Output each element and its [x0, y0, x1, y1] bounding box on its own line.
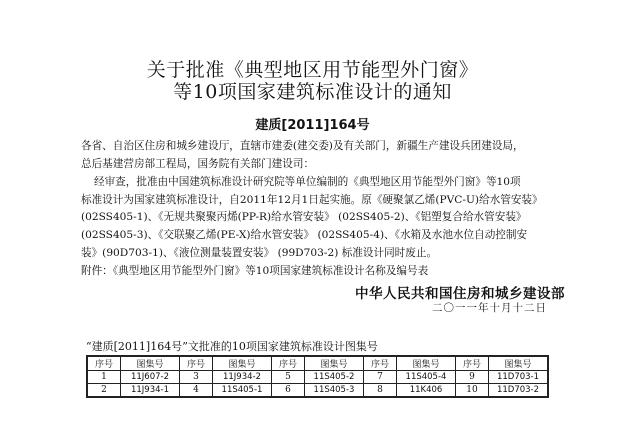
- table-cell: 9: [456, 371, 489, 384]
- body-paragraph-line-5: 装》(90D703-1)、《液位测量装置安装》 (99D703-2) 标准设计同时废止。: [81, 247, 438, 259]
- table-row: [87, 384, 548, 398]
- issue-date: 二〇一一年十月十二日: [432, 302, 547, 314]
- table-cell: 3: [180, 371, 213, 384]
- header-seq: 序号: [87, 356, 121, 371]
- header-atlas-no: 图集号: [213, 356, 272, 371]
- table-cell: 11S405-2: [305, 371, 364, 384]
- table-cell: 11S405-4: [397, 371, 456, 384]
- table-cell: 10: [456, 384, 489, 398]
- table-cell: 11D703-2: [489, 384, 549, 398]
- table-cell: 11J934-2: [213, 371, 272, 384]
- recipients-line-1: 各省、自治区住房和城乡建设厅，直辖市建委(建交委)及有关部门，新疆生产建设兵团建设局，: [81, 140, 524, 152]
- table-cell: 4: [180, 384, 213, 398]
- atlas-number-table: [86, 355, 549, 398]
- table-cell: 11S405-1: [213, 384, 272, 398]
- header-seq: 序号: [272, 356, 305, 371]
- table-cell: 7: [364, 371, 397, 384]
- header-atlas-no: 图集号: [121, 356, 180, 371]
- document-number: 建质[2011]164号: [255, 118, 370, 133]
- notice-title-line-1: 关于批准《典型地区用节能型外门窗》: [146, 59, 479, 81]
- table-cell: 11D703-1: [489, 371, 549, 384]
- header-seq: 序号: [456, 356, 489, 371]
- recipients-line-2: 总后基建营房部工程局，国务院有关部门建设司：: [81, 158, 315, 170]
- issuing-authority: 中华人民共和国住房和城乡建设部: [355, 286, 565, 302]
- table-cell: 11J934-1: [121, 384, 180, 398]
- table-cell: 11S405-3: [305, 384, 364, 398]
- header-seq: 序号: [180, 356, 213, 371]
- table-cell: 2: [87, 384, 121, 398]
- table-cell: 6: [272, 384, 305, 398]
- body-paragraph-line-2: 标准设计为国家建筑标准设计，自2011年12月1日起实施。原《硬聚氯乙烯(PVC-U)给水管安装》: [81, 194, 543, 206]
- header-atlas-no: 图集号: [489, 356, 549, 371]
- table-cell: 1: [87, 371, 121, 384]
- table-caption: “建质[2011]164号”文批准的10项国家建筑标准设计图集号: [86, 340, 378, 353]
- body-paragraph-line-3: (02SS405-1)、《无规共聚聚丙烯(PP-R)给水管安装》 (02SS405-2)、《铝塑复合给水管安装》: [81, 211, 527, 223]
- table-cell: 8: [364, 384, 397, 398]
- attachment-line: 附件：《典型地区用节能型外门窗》等10项国家建筑标准设计名称及编号表: [81, 265, 429, 277]
- notice-title-line-2: 等10项国家建筑标准设计的通知: [173, 81, 452, 103]
- table-cell: 5: [272, 371, 305, 384]
- header-seq: 序号: [364, 356, 397, 371]
- table-cell: 11K406: [397, 384, 456, 398]
- header-atlas-no: 图集号: [305, 356, 364, 371]
- table-cell: 11J607-2: [121, 371, 180, 384]
- table-header-row: [87, 356, 548, 371]
- table-row: [87, 371, 548, 384]
- body-paragraph-line-1: 经审查，批准由中国建筑标准设计研究院等单位编制的《典型地区用节能型外门窗》等10项: [94, 176, 521, 188]
- header-atlas-no: 图集号: [397, 356, 456, 371]
- body-paragraph-line-4: (02SS405-3)、《交联聚乙烯(PE-X)给水管安装》 (02SS405-4)、《水箱及水池水位自动控制安: [81, 229, 528, 241]
